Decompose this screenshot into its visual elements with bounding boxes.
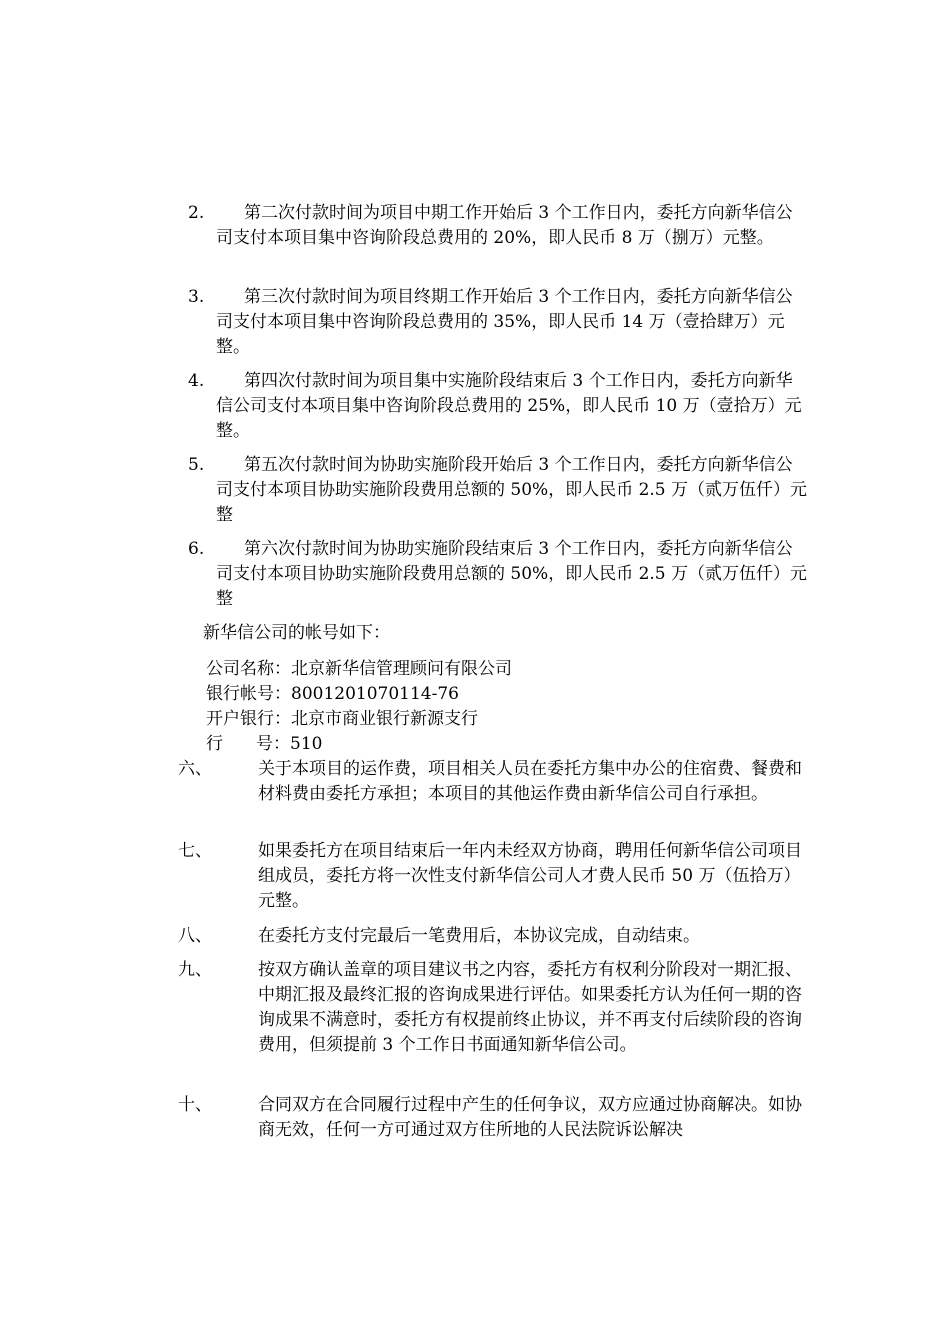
clause-item xyxy=(178,839,810,914)
clause-item xyxy=(178,1093,810,1143)
payment-text: 第三次付款时间为项目终期工作开始后 3 个工作日内，委托方向新华信公司支付本项目集中咨询阶段总费用的 35%，即人民币 14 万（壹拾肆万）元整。 xyxy=(216,287,793,357)
payment-item xyxy=(188,285,808,360)
account-branch xyxy=(206,732,322,757)
payment-number: 4. xyxy=(188,371,205,391)
clause-text: 关于本项目的运作费，项目相关人员在委托方集中办公的住宿费、餐费和材料费由委托方承担；本项目的其他运作费由新华信公司自行承担。 xyxy=(258,759,802,804)
payment-text: 第四次付款时间为项目集中实施阶段结束后 3 个工作日内，委托方向新华信公司支付本项目集中咨询阶段总费用的 25%，即人民币 10 万（壹拾万）元整。 xyxy=(216,371,802,441)
clause-text: 按双方确认盖章的项目建议书之内容，委托方有权利分阶段对一期汇报、中期汇报及最终汇报的咨询成果进行评估。如果委托方认为任何一期的咨询成果不满意时，委托方有权提前终止协议，并不再支付后续阶段的咨询费用，但须提前 3 个工作日书面通知新华信公司。 xyxy=(258,960,802,1055)
payment-item xyxy=(188,537,808,612)
clause-number: 九、 xyxy=(178,960,212,980)
clause-item xyxy=(178,924,810,949)
account-number: 银行帐号：8001201070114-76 xyxy=(206,684,459,704)
payment-item xyxy=(188,201,808,251)
branch-value: 号：510 xyxy=(256,734,323,754)
clause-number: 六、 xyxy=(178,759,212,779)
payment-number: 5. xyxy=(188,455,205,475)
clause-number: 十、 xyxy=(178,1095,212,1115)
clause-item xyxy=(178,757,810,807)
payment-text: 第六次付款时间为协助实施阶段结束后 3 个工作日内，委托方向新华信公司支付本项目协助实施阶段费用总额的 50%，即人民币 2.5 万（贰万伍仟）元整 xyxy=(216,539,808,609)
clause-number: 八、 xyxy=(178,926,212,946)
account-title: 新华信公司的帐号如下： xyxy=(203,623,390,643)
clause-text: 在委托方支付完最后一笔费用后，本协议完成，自动结束。 xyxy=(258,926,700,946)
branch-label: 行 xyxy=(206,734,223,754)
account-company: 公司名称：北京新华信管理顾问有限公司 xyxy=(206,659,512,679)
payment-item xyxy=(188,453,808,528)
payment-number: 2. xyxy=(188,203,205,223)
account-bank: 开户银行：北京市商业银行新源支行 xyxy=(206,709,478,729)
clause-text: 如果委托方在项目结束后一年内未经双方协商，聘用任何新华信公司项目组成员，委托方将一次性支付新华信公司人才费人民币 50 万（伍拾万）元整。 xyxy=(258,841,802,911)
payment-number: 3. xyxy=(188,287,205,307)
clause-text: 合同双方在合同履行过程中产生的任何争议，双方应通过协商解决。如协商无效，任何一方可通过双方住所地的人民法院诉讼解决 xyxy=(258,1095,802,1140)
payment-text: 第五次付款时间为协助实施阶段开始后 3 个工作日内，委托方向新华信公司支付本项目协助实施阶段费用总额的 50%，即人民币 2.5 万（贰万伍仟）元整 xyxy=(216,455,808,525)
payment-text: 第二次付款时间为项目中期工作开始后 3 个工作日内，委托方向新华信公司支付本项目集中咨询阶段总费用的 20%，即人民币 8 万（捌万）元整。 xyxy=(216,203,793,248)
clause-item xyxy=(178,958,810,1058)
clause-number: 七、 xyxy=(178,841,212,861)
payment-number: 6. xyxy=(188,539,205,559)
payment-item xyxy=(188,369,808,444)
